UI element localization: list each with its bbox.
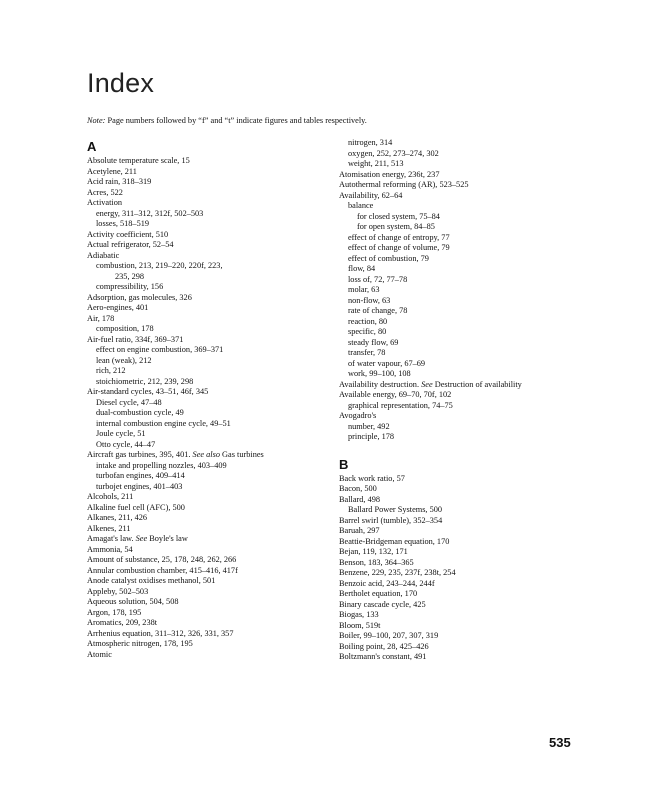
index-note [87, 116, 367, 125]
entry-text: Benzene, 229, 235, 237f, 238t, 254 [339, 568, 456, 577]
entry-text: Appleby, 502–503 [87, 586, 149, 596]
entry-text: principle, 178 [348, 432, 395, 441]
entry-text: effect on engine combustion, 369–371 [96, 345, 224, 354]
entry-text: Adiabatic [87, 250, 120, 260]
index-entry [87, 156, 312, 167]
index-entry [339, 170, 564, 181]
entry-text: Baruah, 297 [339, 526, 380, 535]
index-entry [87, 566, 312, 577]
entry-text: effect of change of volume, 79 [348, 243, 450, 252]
entry-text: Activation [87, 198, 123, 207]
entry-text: Ammonia, 54 [87, 544, 133, 554]
index-entry [339, 138, 564, 149]
index-column-left [87, 138, 312, 660]
entry-text: Joule cycle, 51 [96, 429, 146, 438]
index-entry [87, 209, 312, 220]
entry-text: intake and propelling nozzles, 403–409 [96, 460, 227, 470]
index-entry [339, 422, 564, 433]
index-entry [339, 201, 564, 212]
entry-text: Binary cascade cycle, 425 [339, 599, 426, 609]
entry-text: stoichiometric, 212, 239, 298 [96, 376, 194, 386]
index-entry [87, 629, 312, 640]
index-entry [87, 440, 312, 451]
index-entry [339, 243, 564, 254]
index-entry [339, 285, 564, 296]
index-entry [87, 230, 312, 241]
entry-text: nitrogen, 314 [348, 138, 393, 147]
entry-text: Atomisation energy, 236t, 237 [339, 169, 440, 179]
entry-text: work, 99–100, 108 [348, 369, 411, 378]
index-entry [339, 369, 564, 380]
index-entry [87, 167, 312, 178]
entry-text: specific, 80 [348, 327, 387, 336]
index-entry [87, 356, 312, 367]
index-entry [87, 345, 312, 356]
index-entry [339, 149, 564, 160]
index-entry [339, 380, 564, 391]
entry-text: Alkanes, 211, 426 [87, 513, 148, 522]
index-entry [87, 377, 312, 388]
entry-text: Bloom, 519t [339, 620, 381, 630]
entry-text: Air-standard cycles, 43–51, 46f, 345 [87, 387, 209, 396]
entry-text: energy, 311–312, 312f, 502–503 [96, 208, 204, 218]
entry-text: Available energy, 69–70, 70f, 102 [339, 390, 452, 399]
see-target: Destruction of availability [432, 379, 522, 389]
index-entry [339, 275, 564, 286]
entry-text: Argon, 178, 195 [87, 607, 142, 617]
index-entry [339, 547, 564, 558]
entry-text: dual-combustion cycle, 49 [96, 408, 184, 417]
index-entry [339, 411, 564, 422]
index-entry [87, 419, 312, 430]
index-entry [339, 621, 564, 632]
index-entry [87, 650, 312, 661]
entry-text: Aircraft gas turbines, 395, 401. [87, 450, 191, 459]
index-entry [87, 545, 312, 556]
index-entry [87, 240, 312, 251]
index-entry [87, 366, 312, 377]
entry-text: Adsorption, gas molecules, 326 [87, 292, 192, 302]
entry-text: internal combustion engine cycle, 49–51 [96, 418, 231, 428]
page-title: Index [87, 68, 155, 98]
index-entry [87, 576, 312, 587]
entry-text: steady flow, 69 [348, 337, 399, 347]
entry-text: Acres, 522 [87, 187, 123, 197]
note-text: Page numbers followed by “f” and “t” indicate figures and tables respectively. [107, 116, 367, 125]
entry-text: rich, 212 [96, 366, 126, 375]
index-entry [87, 293, 312, 304]
entry-text: Alcohols, 211 [87, 492, 134, 501]
entry-text: loss of, 72, 77–78 [348, 274, 408, 284]
entry-text: Avogadro's [339, 411, 377, 420]
index-entry [87, 513, 312, 524]
entry-text: graphical representation, 74–75 [348, 400, 453, 410]
index-entry [87, 324, 312, 335]
index-entry [339, 432, 564, 443]
see-target: Boyle's law [147, 534, 188, 543]
entry-text: Atomic [87, 649, 112, 659]
entry-text: reaction, 80 [348, 316, 388, 326]
entry-text: Anode catalyst oxidises methanol, 501 [87, 576, 216, 585]
entry-text: oxygen, 252, 273–274, 302 [348, 148, 439, 158]
entry-text: balance [348, 201, 374, 210]
index-entry [87, 597, 312, 608]
index-entry [339, 191, 564, 202]
entry-text: Amagat's law. [87, 534, 134, 543]
entry-text: Availability destruction. [339, 379, 420, 389]
index-entry [339, 568, 564, 579]
entry-text: Annular combustion chamber, 415–416, 417f [87, 565, 238, 575]
index-entry [87, 261, 312, 272]
index-entry [339, 212, 564, 223]
entry-text: of water vapour, 67–69 [348, 358, 426, 368]
entry-text: Bacon, 500 [339, 484, 377, 493]
index-entry [339, 631, 564, 642]
entry-text: Bertholet equation, 170 [339, 589, 418, 598]
entry-text: composition, 178 [96, 324, 154, 333]
entry-text: Arrhenius equation, 311–312, 326, 331, 357 [87, 628, 234, 638]
index-entry [339, 610, 564, 621]
index-entry [339, 264, 564, 275]
entry-text: Amount of substance, 25, 178, 248, 262, 266 [87, 555, 237, 564]
entry-text: Barrel swirl (tumble), 352–354 [339, 515, 443, 525]
entry-text: number, 492 [348, 421, 390, 431]
index-entry [87, 503, 312, 514]
index-entry [87, 461, 312, 472]
entry-text: flow, 84 [348, 264, 376, 273]
entry-text: combustion, 213, 219–220, 220f, 223, [96, 261, 223, 270]
index-entry [87, 471, 312, 482]
index-entry [339, 338, 564, 349]
index-entry [87, 177, 312, 188]
entry-text: 235, 298 [115, 271, 145, 281]
index-entry [87, 398, 312, 409]
index-entry [87, 408, 312, 419]
entry-text: effect of change of entropy, 77 [348, 232, 450, 242]
index-column-right [339, 138, 564, 663]
entry-text: Activity coefficient, 510 [87, 229, 169, 239]
entry-text: Air, 178 [87, 313, 115, 323]
entry-text: Ballard Power Systems, 500 [348, 505, 443, 514]
index-entry [87, 639, 312, 650]
entry-text: Boiling point, 28, 425–426 [339, 641, 429, 651]
index-entry [87, 272, 312, 283]
index-entry [87, 303, 312, 314]
entry-text: Actual refrigerator, 52–54 [87, 240, 174, 249]
entry-text: for open system, 84–85 [357, 222, 435, 231]
entry-text: compressibility, 156 [96, 282, 164, 291]
page-number: 535 [549, 735, 571, 750]
entry-text: Benson, 183, 364–365 [339, 557, 414, 567]
index-entry [339, 537, 564, 548]
index-entry [339, 159, 564, 170]
index-entry [339, 317, 564, 328]
index-entry [339, 306, 564, 317]
index-entry [87, 618, 312, 629]
entry-text: Alkenes, 211 [87, 523, 131, 533]
entry-text: Bejan, 119, 132, 171 [339, 547, 408, 556]
entry-text: weight, 211, 513 [348, 159, 404, 168]
entry-text: Alkaline fuel cell (AFC), 500 [87, 502, 185, 512]
index-entry [87, 219, 312, 230]
entry-text: Boltzmann's constant, 491 [339, 652, 427, 661]
index-entry [339, 652, 564, 663]
index-entry [339, 526, 564, 537]
entry-text: Aromatics, 209, 238t [87, 618, 158, 627]
index-entry [87, 198, 312, 209]
entry-text: Beattie-Bridgeman equation, 170 [339, 536, 450, 546]
index-entry [339, 233, 564, 244]
entry-text: turbofan engines, 409–414 [96, 471, 185, 480]
entry-text: Availability, 62–64 [339, 190, 403, 200]
index-entry [87, 587, 312, 598]
entry-text: Biogas, 133 [339, 610, 379, 619]
section-letter: B [339, 456, 349, 472]
entry-text: transfer, 78 [348, 348, 386, 357]
entry-text: rate of change, 78 [348, 306, 408, 315]
entry-text: Absolute temperature scale, 15 [87, 156, 190, 165]
index-entry [87, 429, 312, 440]
index-entry [339, 558, 564, 569]
entry-text: Autothermal reforming (AR), 523–525 [339, 180, 469, 189]
entry-text: for closed system, 75–84 [357, 211, 440, 221]
entry-text: losses, 518–519 [96, 219, 150, 228]
entry-text: Ballard, 498 [339, 494, 381, 504]
index-entry [87, 335, 312, 346]
index-entry [87, 387, 312, 398]
entry-text: Back work ratio, 57 [339, 473, 405, 483]
index-entry [339, 222, 564, 233]
index-entry [339, 642, 564, 653]
section-letter: A [87, 139, 97, 154]
index-entry [339, 296, 564, 307]
see-reference: See [421, 379, 433, 389]
index-entry [87, 608, 312, 619]
entry-text: non-flow, 63 [348, 295, 391, 305]
entry-text: turbojet engines, 401–403 [96, 481, 183, 491]
index-entry [339, 254, 564, 265]
index-entry [339, 390, 564, 401]
index-entry [87, 492, 312, 503]
entry-text: Acid rain, 318–319 [87, 177, 152, 186]
index-entry [339, 327, 564, 338]
entry-text: Aqueous solution, 504, 508 [87, 597, 179, 606]
index-entry [87, 450, 312, 461]
entry-text: Boiler, 99–100, 207, 307, 319 [339, 631, 439, 640]
entry-text: Aero-engines, 401 [87, 303, 149, 312]
index-entry [339, 516, 564, 527]
index-entry [87, 188, 312, 199]
note-label: Note: [87, 116, 106, 125]
entry-text: effect of combustion, 79 [348, 253, 429, 263]
index-entry [339, 589, 564, 600]
entry-text: Diesel cycle, 47–48 [96, 397, 162, 407]
see-target: Gas turbines [219, 450, 264, 459]
index-entry [339, 474, 564, 485]
see-reference: See [135, 534, 148, 543]
index-entry [339, 359, 564, 370]
entry-text: Otto cycle, 44–47 [96, 439, 156, 449]
entry-text: lean (weak), 212 [96, 355, 152, 365]
index-entry [87, 314, 312, 325]
entry-text: molar, 63 [348, 285, 380, 294]
index-entry [339, 505, 564, 516]
index-entry [87, 482, 312, 493]
index-entry [87, 524, 312, 535]
index-entry [339, 180, 564, 191]
index-entry [339, 579, 564, 590]
index-entry [339, 401, 564, 412]
entry-text: Acetylene, 211 [87, 166, 137, 176]
index-entry [339, 495, 564, 506]
see-reference: See also [192, 450, 220, 459]
entry-text: Air-fuel ratio, 334f, 369–371 [87, 334, 184, 344]
index-entry [339, 484, 564, 495]
index-entry [339, 600, 564, 611]
index-entry [87, 534, 312, 545]
entry-text: Benzoic acid, 243–244, 244f [339, 578, 435, 588]
index-entry [87, 251, 312, 262]
index-entry [339, 348, 564, 359]
index-entry [87, 282, 312, 293]
index-entry [87, 555, 312, 566]
entry-text: Atmospheric nitrogen, 178, 195 [87, 639, 193, 648]
